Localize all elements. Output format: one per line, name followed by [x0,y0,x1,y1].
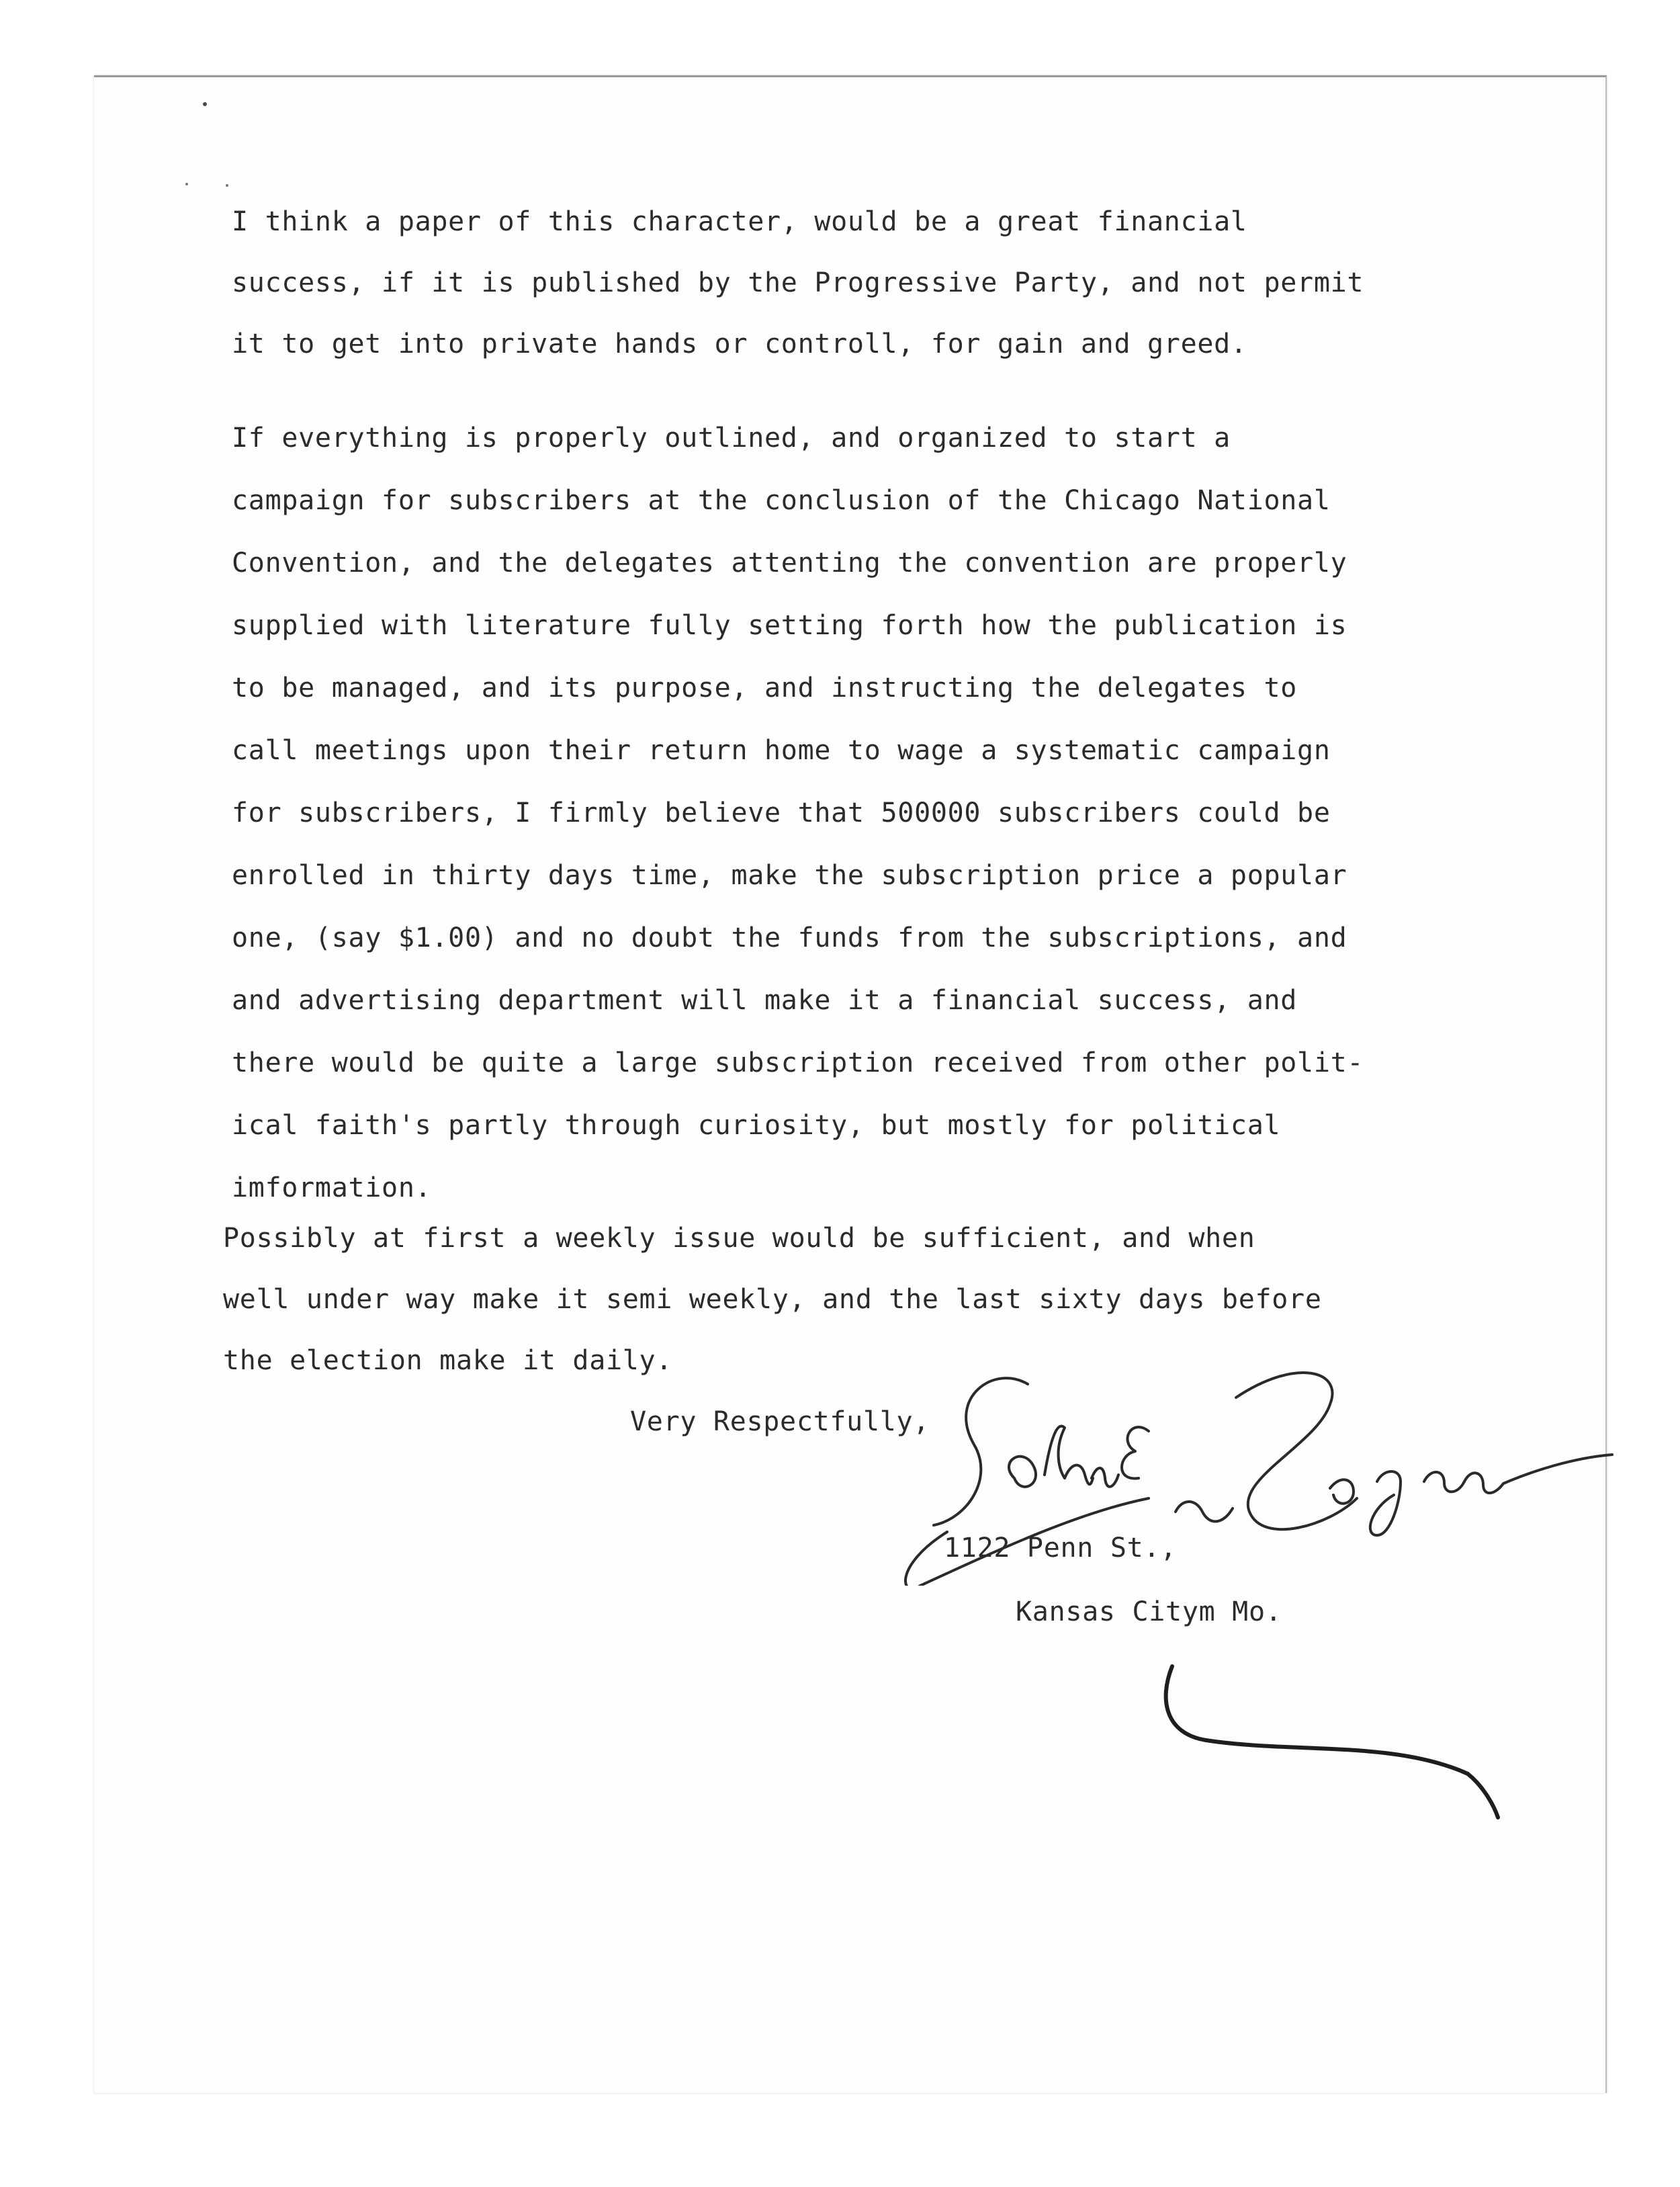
paragraph-3: Possibly at first a weekly issue would be sufficient, and when well under way make it semi weekly, and the last sixty days before the election make it daily. [223,1223,1322,1376]
paper-speck [226,184,228,187]
paper-speck [203,102,207,106]
pencil-bracket-mark [1159,1660,1508,1821]
paragraph-2: If everything is properly outlined, and organized to start a campaign for subscribers at the conclusion of the Chicago National Convention, and the delegates attenting the convention are properly supplied with literature fully setting forth how the publication is to be managed, and its purpose, and instructing the delegates to call meetings upon their return home to wage a systematic campaign for subscribers, I firmly believe that 500000 subscribers could be enrolled in thirty days time, make the subscription price a popular one, (say $1.00) and no doubt the funds from the subscriptions, and and advertising department will make it a financial success, and there would be quite a large subscription received from other polit- ical faith's partly through curiosity, but mostly for political imformation. [232,423,1364,1203]
address-street: 1122 Penn St., [944,1533,1177,1563]
paragraph-1: I think a paper of this character, would be a great financial success, if it is published by the Progressive Party, and not permit it to get into private hands or controll, for gain and greed. [232,206,1364,359]
address-city: Kansas Citym Mo. [1016,1596,1282,1627]
closing-line: Very Respectfully, [630,1406,930,1437]
paper-speck [185,183,188,185]
